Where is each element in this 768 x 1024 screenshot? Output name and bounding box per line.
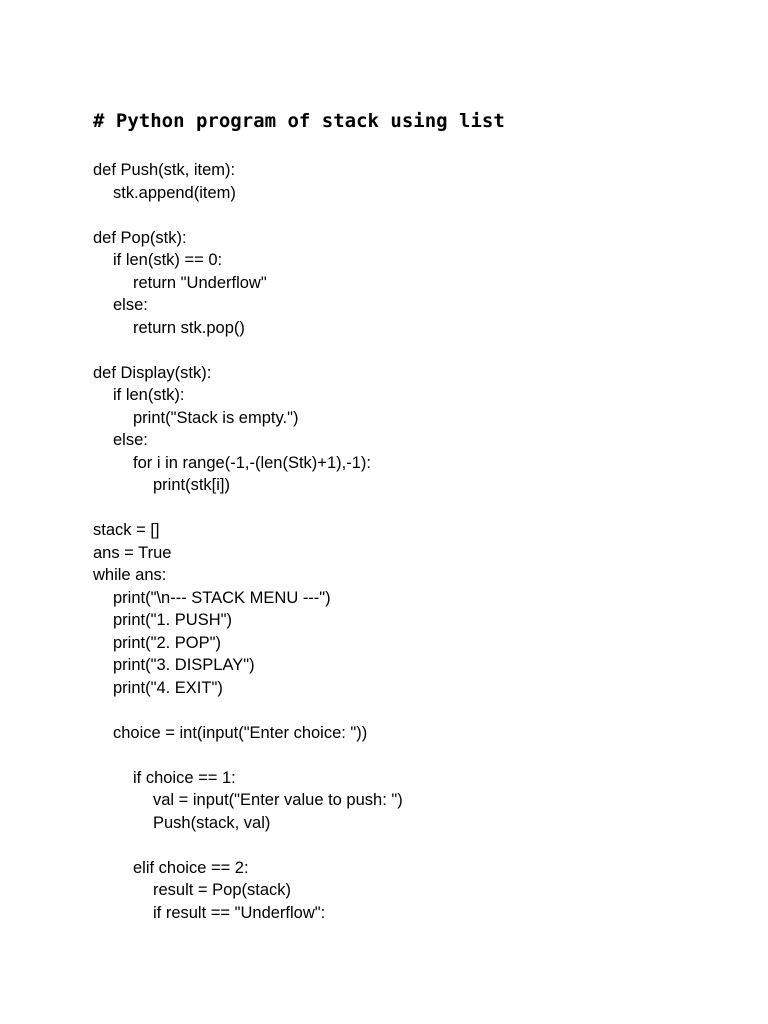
code-line: else:: [113, 296, 148, 314]
code-block: [93, 159, 753, 924]
code-line: if len(stk):: [113, 386, 185, 404]
code-line: result = Pop(stack): [153, 881, 292, 899]
code-line: print(stk[i]): [153, 476, 231, 494]
page-title: # Python program of stack using list: [93, 110, 505, 132]
code-line: val = input("Enter value to push: "): [153, 791, 403, 809]
code-line: def Push(stk, item):: [93, 161, 236, 179]
code-line: if result == "Underflow":: [153, 903, 326, 922]
blank-line: [93, 699, 753, 722]
code-line: choice = int(input("Enter choice: ")): [113, 723, 368, 742]
code-line: if len(stk) == 0:: [113, 251, 223, 269]
code-line: if choice == 1:: [133, 768, 236, 787]
code-line: return "Underflow": [133, 273, 267, 292]
code-line: stack = []: [93, 521, 160, 539]
blank-line: [93, 339, 753, 362]
code-line: print("1. PUSH"): [113, 611, 232, 629]
code-line: else:: [113, 431, 148, 449]
code-line: def Pop(stk):: [93, 228, 187, 247]
code-line: print("3. DISPLAY"): [113, 656, 255, 674]
code-line: elif choice == 2:: [133, 858, 249, 877]
blank-line: [93, 497, 753, 520]
code-line: print("\n--- STACK MENU ---"): [113, 588, 331, 607]
blank-line: [93, 744, 753, 767]
blank-line: [93, 834, 753, 857]
code-line: for i in range(-1,-(len(Stk)+1),-1):: [133, 453, 371, 472]
blank-line: [93, 204, 753, 227]
code-line: def Display(stk):: [93, 363, 212, 382]
code-line: return stk.pop(): [133, 318, 245, 337]
code-line: stk.append(item): [113, 183, 236, 202]
code-line: print("Stack is empty."): [133, 408, 299, 427]
code-line: Push(stack, val): [153, 813, 271, 832]
code-line: ans = True: [93, 543, 172, 562]
code-line: while ans:: [93, 566, 167, 584]
code-line: print("4. EXIT"): [113, 678, 223, 697]
code-line: print("2. POP"): [113, 633, 221, 652]
